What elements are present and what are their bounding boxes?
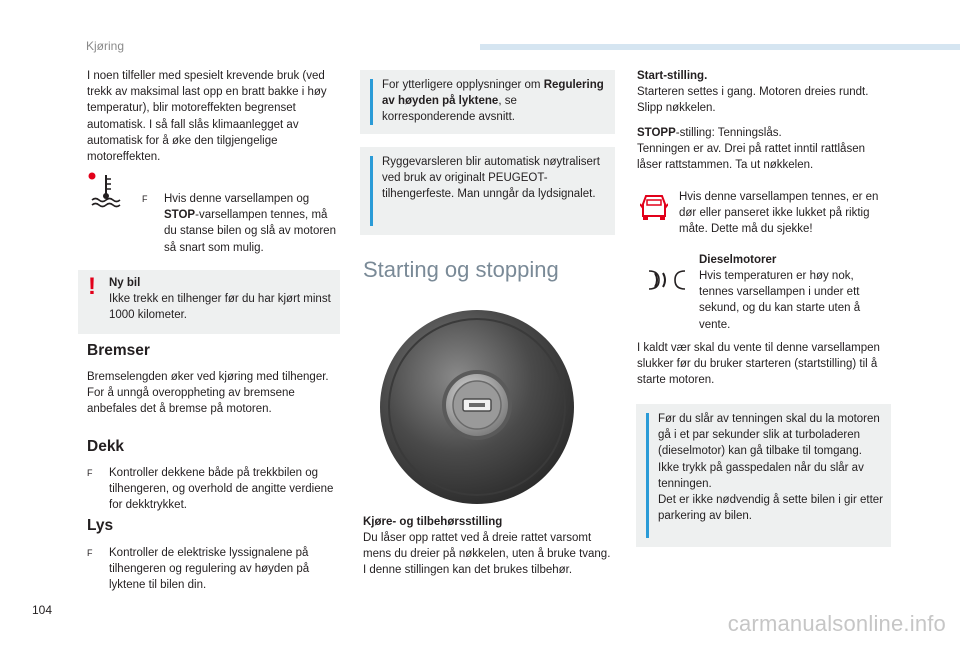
section-label: Kjøring	[86, 39, 125, 53]
info-headlamp-text: For ytterligere opplysninger om Regulering av høyden på lyktene, se korresponderende avsnitt.	[382, 79, 604, 124]
diesel-title: Dieselmotorer	[699, 254, 777, 266]
ignition-text: Du låser opp rattet ved å dreie rattet varsomt mens du dreier på nøkkelen, uten å bruke tvang. I denne stillingen kan det brukes tilbehør.	[363, 532, 611, 577]
coolant-warning-text: Hvis denne varsellampen og STOP-varsellampen tennes, må du stanse bilen og slå av motoren så snart som mulig.	[164, 193, 336, 254]
ignition-switch-image	[379, 309, 575, 505]
info-box-parking-sensor	[360, 147, 615, 235]
lights-heading: Lys	[87, 517, 114, 534]
bullet-marker: F	[87, 548, 93, 558]
exclamation-icon: !	[88, 273, 96, 300]
watermark: carmanualsonline.info	[727, 611, 946, 636]
coolant-warning-item	[142, 191, 342, 257]
start-text: Starteren settes i gang. Motoren dreies rundt. Slipp nøkkelen.	[637, 86, 869, 115]
new-car-title: Ny bil	[109, 277, 141, 289]
section-title: Starting og stopping	[363, 257, 559, 282]
coolant-temperature-warning-icon	[88, 172, 124, 208]
lights-item	[87, 545, 345, 595]
bullet-marker: F	[87, 468, 93, 478]
tyres-heading: Dekk	[87, 438, 125, 455]
door-open-warning-icon	[640, 190, 668, 222]
tyres-text: Kontroller dekkene både på trekkbilen og tilhengeren, og overhold de angitte verdiene for dekktrykket.	[109, 467, 334, 512]
parking-sensor-text: Ryggevarsleren blir automatisk nøytralisert ved bruk av originalt PEUGEOT-tilhengerfeste. Man unngår da lydsignalet.	[382, 156, 600, 201]
lights-text: Kontroller de elektriske lyssignalene på tilhengeren og regulering av høyden på lyktene til bilen din.	[109, 547, 310, 592]
info-bar	[370, 156, 373, 226]
new-car-alert-box	[78, 270, 340, 334]
door-warning-text: Hvis denne varsellampen tennes, er en dør eller panseret ikke lukket på riktig måte. Dette må du sjekke!	[679, 191, 879, 236]
header-bar	[480, 44, 960, 50]
start-title: Start-stilling.	[637, 70, 708, 82]
info-box-headlamp	[360, 70, 615, 134]
info-box-turbo	[636, 404, 891, 547]
diesel-text: Hvis temperaturen er høy nok, tennes varsellampen i under ett sekund, og du kan starte uten å vente.	[699, 270, 861, 331]
tyres-item	[87, 465, 345, 515]
brakes-heading: Bremser	[87, 342, 150, 359]
bullet-marker: F	[142, 194, 148, 204]
info-bar	[646, 413, 649, 538]
intro-paragraph: I noen tilfeller med spesielt krevende bruk (ved trekk av maksimal last opp en bratt bakke i høy temperatur), blir motoreffekten begrenset automatisk. I så fall slås klimaanlegget av automatisk for å øke den tilgjengelige motoreffekten.	[87, 70, 327, 164]
new-car-text: Ikke trekk en tilhenger før du har kjørt minst 1000 kilometer.	[109, 293, 331, 322]
page-number: 104	[32, 603, 53, 617]
stop-line: STOPP-stilling: Tenningslås.	[637, 127, 782, 139]
cold-weather-text: I kaldt vær skal du vente til denne varsellampen slukker før du bruker starteren (startstilling) til å starte motoren.	[637, 342, 880, 387]
turbo-tip-text: Før du slår av tenningen skal du la motoren gå i et par sekunder slik at turboladeren (dieselmotor) kan gå tilbake til tomgang. Ikke trykk på gasspedalen når du slår av tenningen. Det er ikke nødvendig å sette bilen i gir etter parkering av bilen.	[658, 413, 884, 523]
stop-text: Tenningen er av. Drei på rattet inntil rattlåsen låser rattstammen. Ta ut nøkkelen.	[637, 143, 865, 172]
brakes-text: Bremselengden øker ved kjøring med tilhenger. For å unngå overoppheting av bremsene anbefales det å bremse på motoren.	[87, 371, 329, 416]
info-bar	[370, 79, 373, 125]
ignition-title: Kjøre- og tilbehørsstilling	[363, 516, 503, 528]
glow-plug-icon	[647, 268, 687, 292]
